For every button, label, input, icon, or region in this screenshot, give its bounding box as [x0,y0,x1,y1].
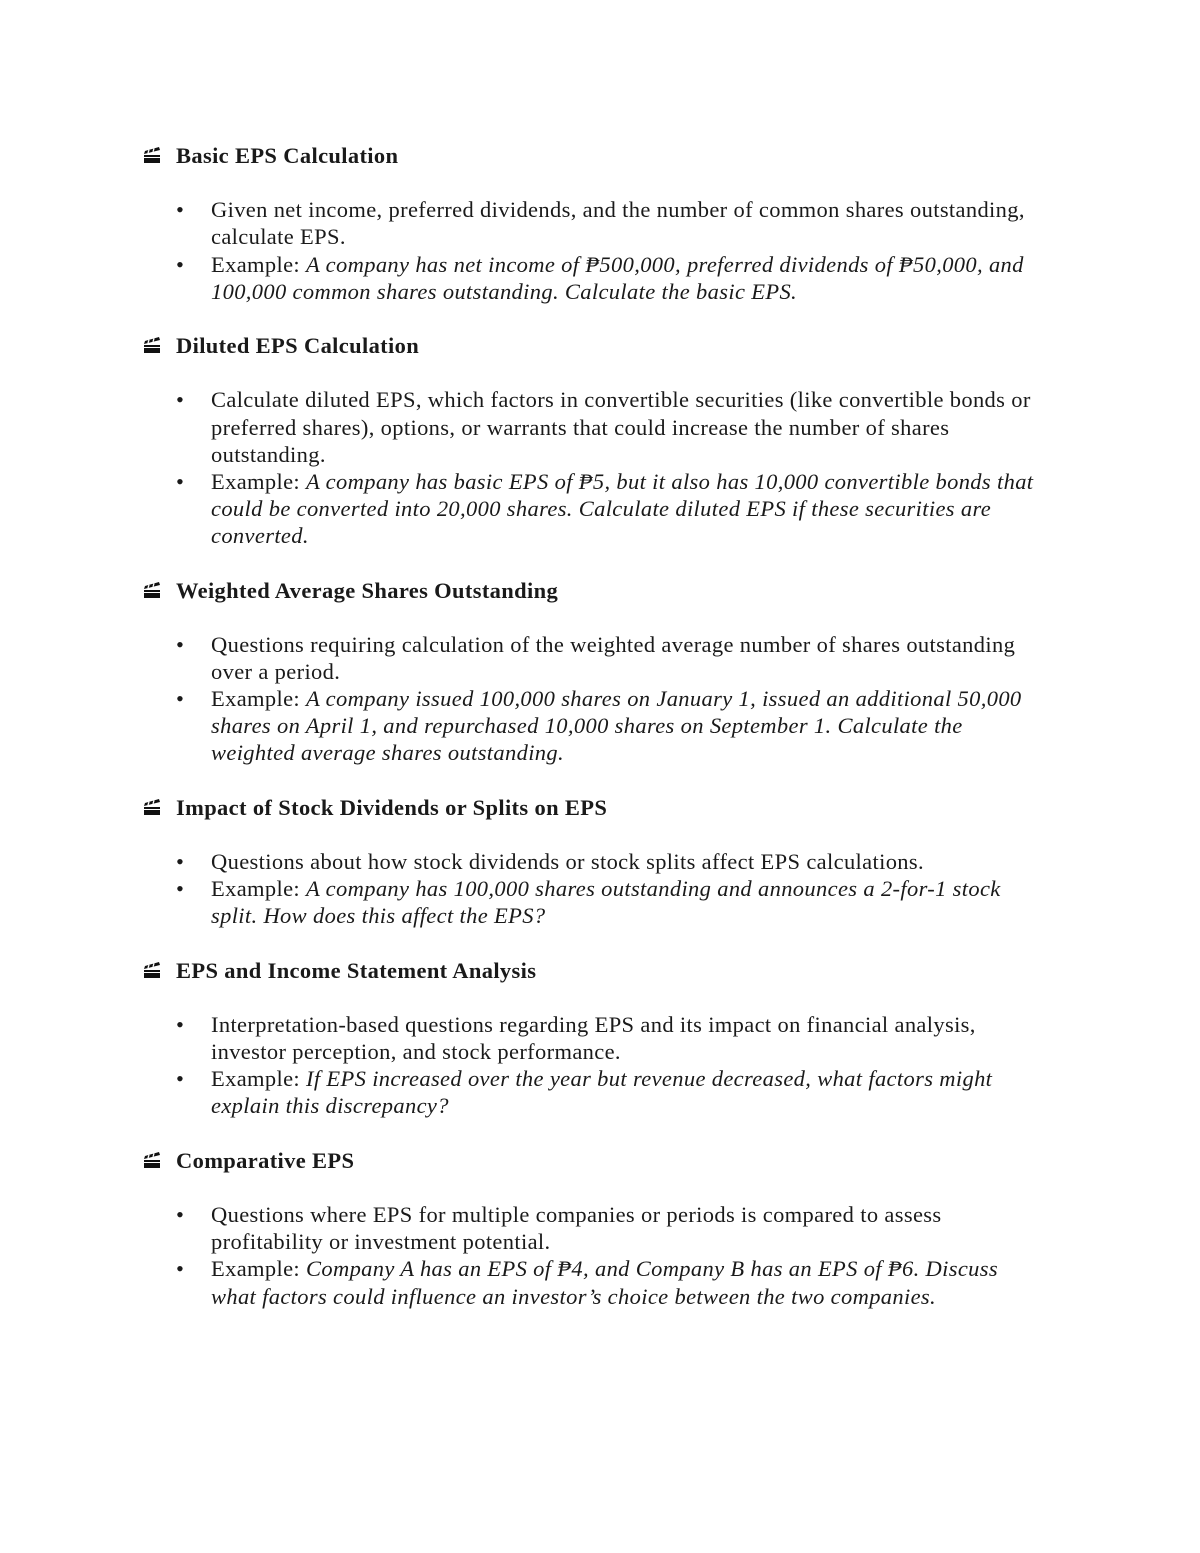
section-diluted-eps-calculation [143,332,1103,549]
example-first-line [211,1065,1103,1092]
example-text-line: split. How does this affect the EPS? [211,903,546,929]
example-bullet [211,251,1103,305]
description-line: over a period. [211,658,341,684]
description-bullet [211,386,1103,467]
description-bullet [211,196,1103,250]
section-heading-text: Impact of Stock Dividends or Splits on EPS [176,794,608,820]
section-heading [143,332,1103,359]
example-first-line [211,251,1103,278]
section-heading [143,577,1103,604]
example-bullet [211,1255,1103,1309]
example-text-line: could be converted into 20,000 shares. Calculate diluted EPS if these securities are [211,496,992,522]
example-bullet [211,875,1103,929]
section-heading-text: Basic EPS Calculation [176,143,399,168]
example-bullet [211,468,1103,549]
example-text-line: converted. [211,523,309,549]
example-text-line: shares on April 1, and repurchased 10,000 shares on September 1. Calculate the [211,713,963,739]
bullet-list [143,196,1103,305]
example-label: Example: [211,686,301,712]
bullet-list [143,1011,1103,1120]
section-basic-eps-calculation [143,142,1103,305]
example-text-line: 100,000 common shares outstanding. Calculate the basic EPS. [211,278,798,304]
description-line: • Questions where EPS for multiple companies or periods is compared to assess [211,1202,942,1228]
example-text-line: If EPS increased over the year but revenue decreased, what factors might [306,1066,993,1092]
section-heading-text: EPS and Income Statement Analysis [176,957,537,983]
description-line: investor perception, and stock performance. [211,1039,621,1065]
clapperboard-icon [143,799,162,816]
section-heading [143,1147,1103,1174]
example-first-line [211,685,1103,712]
section-heading [143,142,1103,169]
example-label: Example: [211,1066,301,1092]
description-bullet [211,631,1103,685]
section-heading-text: Diluted EPS Calculation [176,333,420,359]
description-bullet [211,848,1103,875]
description-line: preferred shares), options, or warrants that could increase the number of shares [211,414,950,440]
description-line: outstanding. [211,441,326,467]
section-heading-text: Comparative EPS [176,1147,355,1173]
clapperboard-icon [143,1152,162,1169]
section-heading [143,957,1103,984]
example-text-line: Company A has an EPS of ₱4, and Company B has an EPS of ₱6. Discuss [306,1256,998,1282]
example-text-line: A company issued 100,000 shares on January 1, issued an additional 50,000 [306,686,1022,712]
example-label: Example: [211,876,301,902]
example-first-line [211,1255,1103,1282]
example-text-line: A company has 100,000 shares outstanding and announces a 2-for-1 stock [306,876,1001,902]
example-bullet [211,685,1103,766]
bullet-list [143,386,1103,549]
section-eps-income-statement [143,957,1103,1120]
section-heading-text: Weighted Average Shares Outstanding [176,577,559,603]
example-text-line: A company has net income of ₱500,000, preferred dividends of ₱50,000, and [306,251,1024,277]
clapperboard-icon [143,147,162,164]
description-line: calculate EPS. [211,224,346,250]
example-first-line [211,875,1103,902]
description-bullet [211,1011,1103,1065]
clapperboard-icon [143,582,162,599]
example-label: Example: [211,1256,301,1282]
example-text-line: what factors could influence an investor’s choice between the two companies. [211,1283,937,1309]
example-text-line: weighted average shares outstanding. [211,740,564,766]
clapperboard-icon [143,337,162,354]
section-heading [143,794,1103,821]
description-line: • Interpretation-based questions regarding EPS and its impact on financial analysis, [211,1012,976,1037]
example-bullet [211,1065,1103,1119]
section-comparative-eps [143,1147,1103,1310]
example-label: Example: [211,251,301,277]
bullet-list [143,848,1103,929]
description-line: • Given net income, preferred dividends, and the number of common shares outstanding, [211,197,1025,223]
description-line: • Questions about how stock dividends or stock splits affect EPS calculations. [211,849,924,875]
example-first-line [211,468,1103,495]
document-body [143,142,1103,1337]
clapperboard-icon [143,962,162,979]
description-line: • Questions requiring calculation of the weighted average number of shares outstanding [211,631,1016,657]
bullet-list [143,631,1103,767]
section-stock-dividends-splits [143,794,1103,930]
description-line: • Calculate diluted EPS, which factors in convertible securities (like convertible bonds or [211,387,1031,413]
description-bullet [211,1201,1103,1255]
description-line: profitability or investment potential. [211,1229,551,1255]
section-weighted-average-shares [143,577,1103,767]
bullet-list [143,1201,1103,1310]
example-text-line: explain this discrepancy? [211,1093,449,1119]
example-label: Example: [211,468,301,494]
example-text-line: A company has basic EPS of ₱5, but it also has 10,000 convertible bonds that [306,468,1034,494]
